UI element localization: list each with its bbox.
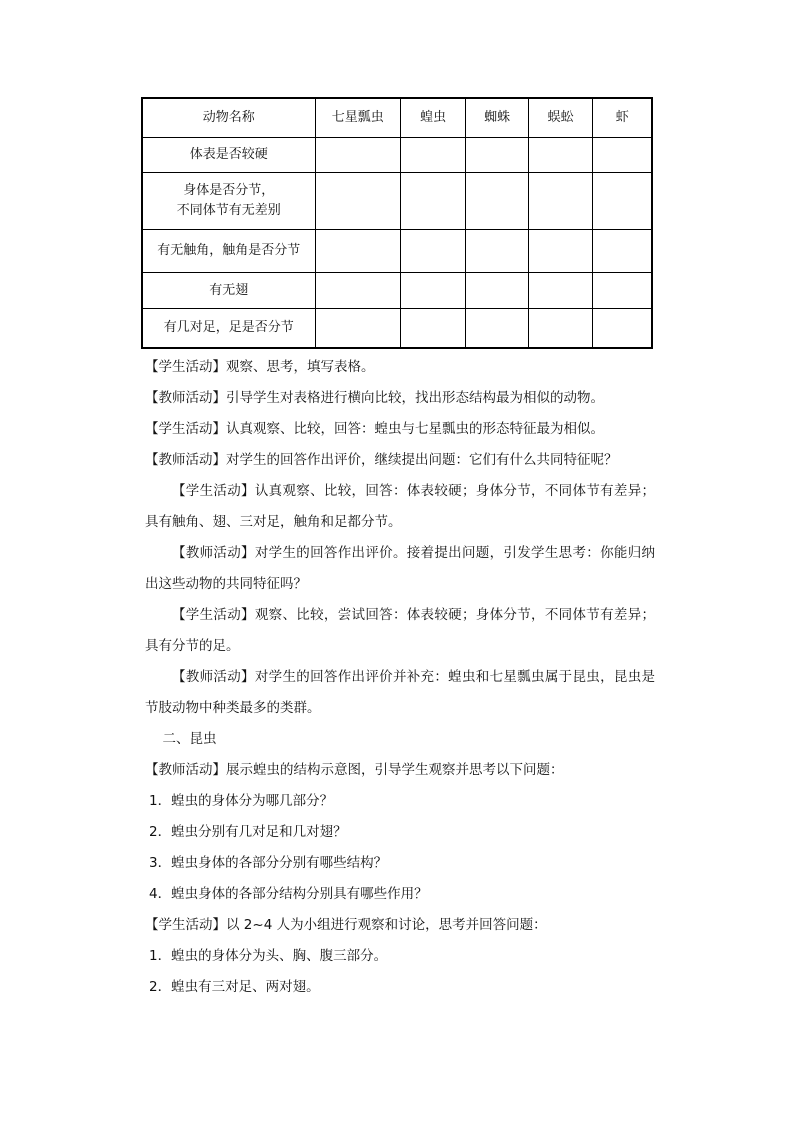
- blank-cell: [315, 230, 400, 273]
- blank-cell: [466, 309, 529, 349]
- paragraph: 【学生活动】认真观察、比较，回答：蝗虫与七星瓢虫的形态特征最为相似。: [145, 421, 604, 437]
- row-label-text: 有无触角，触角是否分节: [157, 243, 301, 258]
- blank-cell: [528, 173, 593, 230]
- list-item: 1．蝗虫的身体分为头、胸、腹三部分。: [149, 948, 388, 964]
- paragraph: 【学生活动】观察、比较，尝试回答：体表较硬；身体分节，不同体节有差异；具有分节的足。: [145, 607, 655, 654]
- lesson-body: [145, 352, 655, 1003]
- blank-cell: [315, 309, 400, 349]
- row-label-text: 有几对足，足是否分节: [163, 320, 294, 335]
- row-label-cell: [142, 230, 315, 273]
- header-label-cell: 动物名称: [142, 98, 315, 138]
- list-item: 4．蝗虫身体的各部分结构分别具有哪些作用？: [149, 886, 428, 902]
- list-item: 2．蝗虫有三对足、两对翅。: [149, 979, 320, 995]
- table-row: [142, 138, 652, 173]
- row-label-cell: [142, 173, 315, 230]
- table-row: [142, 230, 652, 273]
- blank-cell: [400, 273, 466, 309]
- row-label-cell: [142, 138, 315, 173]
- paragraph: 【教师活动】引导学生对表格进行横向比较，找出形态结构最为相似的动物。: [145, 390, 604, 406]
- blank-cell: [593, 230, 652, 273]
- paragraph: 【教师活动】对学生的回答作出评价，继续提出问题：它们有什么共同特征呢？: [145, 452, 618, 468]
- blank-cell: [466, 273, 529, 309]
- blank-cell: [528, 273, 593, 309]
- paragraph: 【学生活动】认真观察、比较，回答：体表较硬；身体分节，不同体节有差异；具有触角、翅、三对足，触角和足都分节。: [145, 483, 655, 530]
- row-label-cell: [142, 309, 315, 349]
- blank-cell: [400, 173, 466, 230]
- list-item: 1．蝗虫的身体分为哪几部分？: [149, 793, 334, 809]
- blank-cell: [400, 309, 466, 349]
- blank-cell: [400, 230, 466, 273]
- blank-cell: [466, 173, 529, 230]
- table-row: [142, 173, 652, 230]
- paragraph: 【教师活动】对学生的回答作出评价。接着提出问题，引发学生思考：你能归纳出这些动物的共同特征吗？: [145, 545, 655, 592]
- table-row: [142, 273, 652, 309]
- header-animal-cell: 蜈蚣: [528, 98, 593, 138]
- paragraph: 【教师活动】展示蝗虫的结构示意图，引导学生观察并思考以下问题：: [145, 762, 564, 778]
- table-header-row: [142, 98, 652, 138]
- blank-cell: [400, 138, 466, 173]
- header-animal-cell: 蜘蛛: [466, 98, 529, 138]
- blank-cell: [593, 138, 652, 173]
- header-animal-cell: 七星瓢虫: [315, 98, 400, 138]
- paragraph: 【教师活动】对学生的回答作出评价并补充：蝗虫和七星瓢虫属于昆虫，昆虫是节肢动物中种类最多的类群。: [145, 669, 655, 716]
- blank-cell: [528, 138, 593, 173]
- paragraph: 【学生活动】观察、思考，填写表格。: [145, 359, 375, 375]
- header-animal-cell: 蝗虫: [400, 98, 466, 138]
- list-item: 2．蝗虫分别有几对足和几对翅？: [149, 824, 347, 840]
- table-row: [142, 309, 652, 349]
- blank-cell: [315, 273, 400, 309]
- blank-cell: [528, 309, 593, 349]
- row-label-text: 身体是否分节，: [183, 183, 275, 198]
- blank-cell: [315, 173, 400, 230]
- blank-cell: [593, 273, 652, 309]
- blank-cell: [528, 230, 593, 273]
- list-item: 3．蝗虫身体的各部分分别有哪些结构？: [149, 855, 388, 871]
- section-heading: 二、昆虫: [162, 731, 217, 747]
- blank-cell: [466, 138, 529, 173]
- row-label-text: 体表是否较硬: [189, 147, 268, 162]
- row-label-cell: [142, 273, 315, 309]
- blank-cell: [315, 138, 400, 173]
- paragraph: 【学生活动】以 2~4 人为小组进行观察和讨论，思考并回答问题：: [145, 917, 547, 933]
- row-label-text: 有无翅: [209, 282, 249, 298]
- blank-cell: [593, 309, 652, 349]
- blank-cell: [593, 173, 652, 230]
- blank-cell: [466, 230, 529, 273]
- header-animal-cell: 虾: [593, 98, 652, 138]
- row-label-text: 不同体节有无差别: [176, 203, 281, 218]
- animal-comparison-table: [141, 97, 653, 349]
